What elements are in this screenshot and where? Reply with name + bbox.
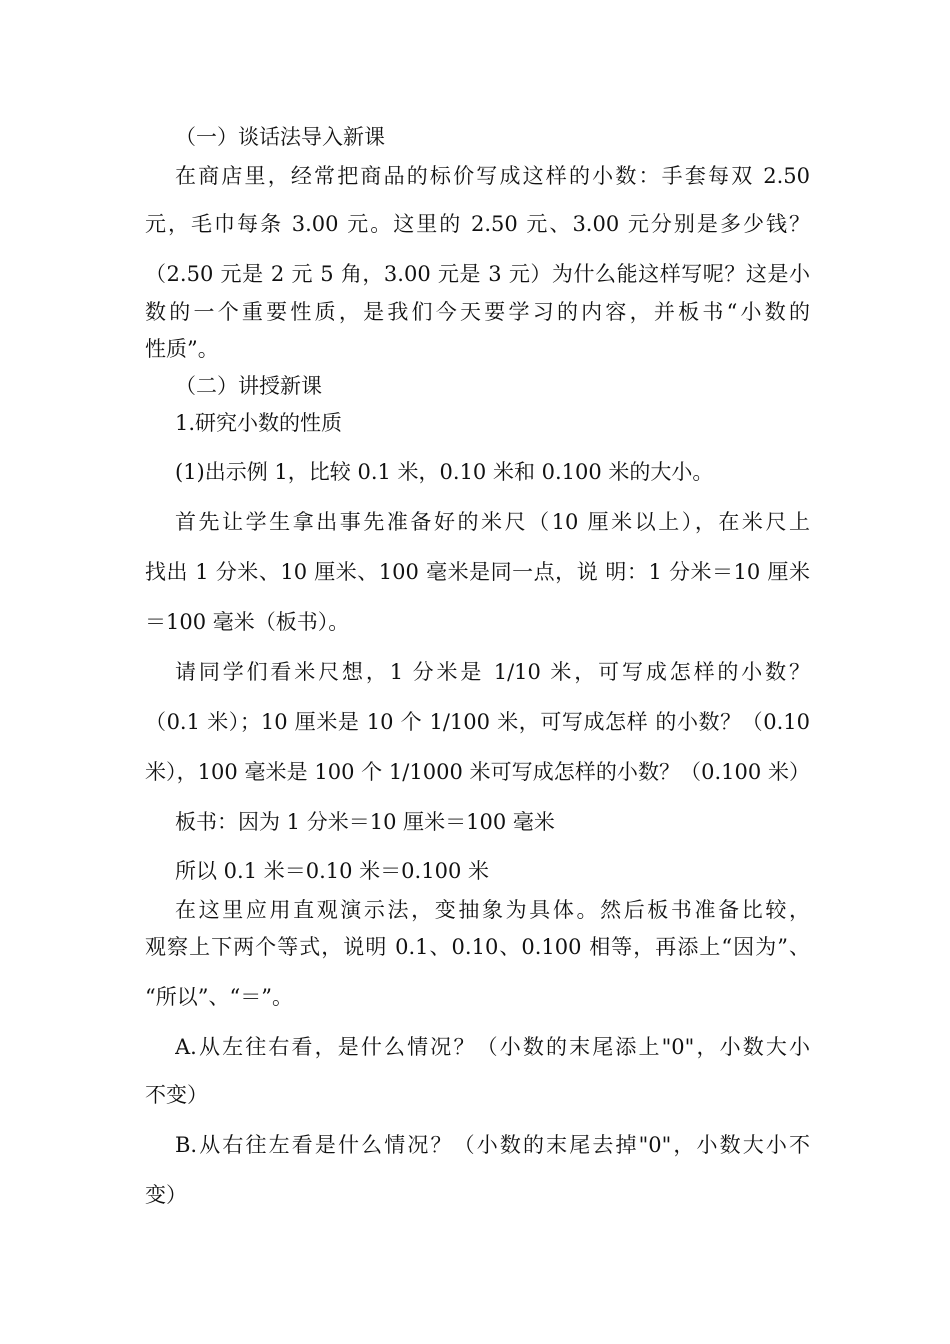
paragraph-line: ＝100 毫米（板书）。 bbox=[145, 610, 350, 634]
paragraph-line: 在这里应用直观演示法，变抽象为具体。然后板书准备比较， bbox=[175, 898, 810, 922]
paragraph-line: （2.50 元是 2 元 5 角，3.00 元是 3 元）为什么能这样写呢？这是小 bbox=[145, 262, 810, 286]
paragraph-line: 变） bbox=[145, 1183, 187, 1207]
paragraph-line: (1)出示例 1，比较 0.1 米，0.10 米和 0.100 米的大小。 bbox=[175, 460, 714, 484]
subheading: 1.研究小数的性质 bbox=[175, 411, 343, 435]
paragraph-line: 板书：因为 1 分米＝10 厘米＝100 毫米 bbox=[175, 810, 555, 834]
paragraph-line: 在商店里，经常把商品的标价写成这样的小数：手套每双 2.50 bbox=[175, 164, 810, 188]
paragraph-line: 性质”。 bbox=[145, 337, 219, 361]
paragraph-line: 首先让学生拿出事先准备好的米尺（10 厘米以上），在米尺上 bbox=[175, 510, 810, 534]
paragraph-line: 观察上下两个等式，说明 0.1、0.10、0.100 相等，再添上“因为”、 bbox=[145, 935, 810, 959]
paragraph-line: “所以”、“＝”。 bbox=[145, 985, 293, 1009]
paragraph-line: 元，毛巾每条 3.00 元。这里的 2.50 元、3.00 元分别是多少钱？ bbox=[145, 212, 810, 236]
paragraph-line: 米），100 毫米是 100 个 1/1000 米可写成怎样的小数？（0.100 米） bbox=[145, 760, 810, 784]
paragraph-line: B.从右往左看是什么情况？（小数的末尾去掉"0"，小数大小不 bbox=[175, 1133, 810, 1157]
paragraph-line: A.从左往右看，是什么情况？（小数的末尾添上"0"，小数大小 bbox=[175, 1035, 810, 1059]
paragraph-line: 请同学们看米尺想，1 分米是 1/10 米，可写成怎样的小数？ bbox=[175, 660, 810, 684]
heading-intro: （一）谈话法导入新课 bbox=[175, 125, 385, 149]
paragraph-line: （0.1 米）；10 厘米是 10 个 1/100 米，可写成怎样 的小数？（0.10 bbox=[145, 710, 810, 734]
paragraph-line: 不变） bbox=[145, 1083, 208, 1107]
paragraph-line: 所以 0.1 米＝0.10 米＝0.100 米 bbox=[175, 859, 489, 883]
paragraph-line: 数的一个重要性质，是我们今天要学习的内容，并板书“小数的 bbox=[145, 300, 810, 324]
paragraph-line: 找出 1 分米、10 厘米、100 毫米是同一点，说 明：1 分米＝10 厘米 bbox=[145, 560, 810, 584]
heading-teaching: （二）讲授新课 bbox=[175, 374, 322, 398]
